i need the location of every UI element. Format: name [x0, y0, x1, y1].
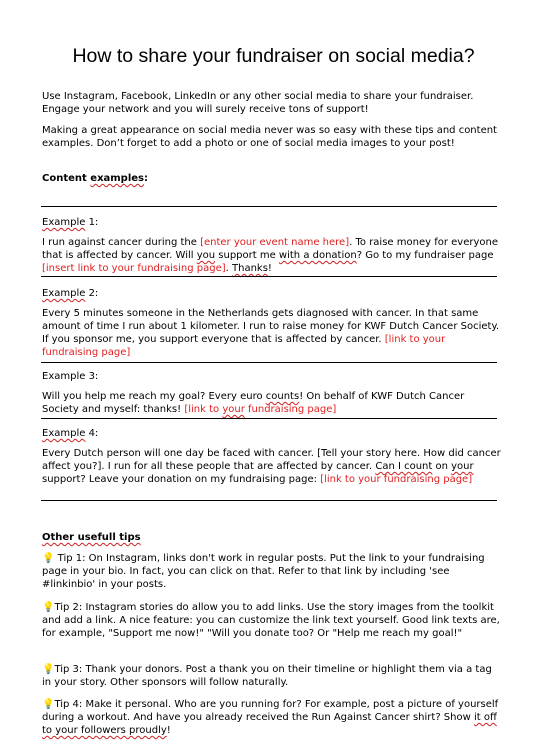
link-placeholder: [insert link to your fundraising page] — [42, 263, 226, 274]
tips-heading — [42, 531, 502, 544]
tip-text: Tip 4: Make it personal. Who are you running for? For example, post a picture of yourself during a workout. And have you already received the Run Against Cancer shirt? Show — [42, 699, 499, 723]
example-4-label — [42, 427, 502, 440]
tip-2 — [42, 601, 502, 640]
table-border — [41, 206, 497, 207]
tip-1 — [42, 552, 502, 591]
heading-colon: : — [144, 173, 149, 184]
text-run: Will you help me reach my goal? Every euro — [42, 391, 266, 402]
example-4-text — [42, 447, 502, 486]
event-name-placeholder: [enter your event name here] — [200, 237, 350, 248]
example-1-text — [42, 236, 502, 275]
example-2-text — [42, 307, 502, 359]
table-border — [41, 500, 497, 501]
link-placeholder: [link to — [184, 404, 223, 415]
text-run: ! — [267, 263, 272, 274]
table-border — [41, 418, 497, 419]
example-word: Example — [42, 217, 86, 228]
tips-heading-text: Other usefull tips — [42, 532, 141, 543]
heading-text-flagged: examples — [90, 173, 145, 184]
flagged-text: it off to your followers proudly — [42, 712, 497, 736]
flagged-text: Thanks — [232, 263, 268, 274]
example-number: 4: — [85, 428, 99, 439]
tip-4 — [42, 698, 502, 737]
text-run: ! On behalf of KWF Dutch Cancer Society and myself: thanks! — [42, 391, 465, 415]
text-run: support me — [215, 250, 279, 261]
link-placeholder: [link to your fundraising page] — [320, 474, 473, 485]
link-placeholder: fundraising page] — [244, 404, 337, 415]
text-run: on — [432, 461, 452, 472]
text-run: support? Leave your donation on my fundraising page: — [42, 474, 321, 485]
table-border — [41, 276, 497, 277]
example-1-label — [42, 216, 502, 229]
example-number: 2: — [85, 288, 99, 299]
page-title: How to share your fundraiser on social media? — [72, 45, 475, 67]
tip-text: Tip 1: On Instagram, links don't work in regular posts. Put the link to your fundraising page in your bio. In fact, you can click on that. Refer to that link by including 'see #linkinbio' in your posts. — [42, 553, 485, 590]
lightbulb-icon: 💡 — [42, 602, 55, 613]
content-examples-heading — [42, 172, 502, 185]
flagged-text: counts — [265, 391, 300, 402]
flagged-text: you — [196, 250, 216, 261]
text-run: Every Dutch person will one day be faced with cancer. [Tell your story here. How did cancer affect you?]. I run for all these people that are affected by cancer. — [42, 448, 501, 472]
example-3-text — [42, 390, 502, 416]
tip-text: Tip 2: Instagram stories do allow you to add links. Use the story images from the toolkit and add a link. A nice feature: you can customize the link text yourself. Good link texts are, for example, "Support me now!" "Will you donate too? Or "Help me reach my goal!" — [42, 602, 500, 639]
table-border — [41, 362, 497, 363]
lightbulb-icon: 💡 — [42, 699, 55, 710]
text-run: ? Go to my fundraiser page — [356, 250, 494, 261]
tip-text: Tip 3: Thank your donors. Post a thank you on their timeline or highlight them via a tag in your story. Other sponsors will follow naturally. — [42, 664, 492, 688]
tip-text: ! — [166, 725, 171, 736]
text-run: . — [225, 263, 232, 274]
flagged-text: your — [451, 461, 474, 472]
intro-paragraph-1: Use Instagram, Facebook, LinkedIn or any other social media to share your fundraiser. Engage your network and you will surely receive tons of support! — [42, 91, 474, 115]
heading-text: Content — [42, 173, 91, 184]
flagged-text: Can I count — [375, 461, 433, 472]
example-2-label — [42, 287, 502, 300]
tip-3 — [42, 663, 502, 689]
example-number: 1: — [85, 217, 99, 228]
text-run: I run against cancer during the — [42, 237, 201, 248]
text-run: . To raise money for everyone that is affected by cancer. Will — [42, 237, 498, 261]
flagged-text: with a donation — [278, 250, 357, 261]
link-placeholder: [link to your fundraising page] — [42, 334, 446, 358]
intro-paragraph-2: Making a great appearance on social media never was so easy with these tips and content examples. Don’t forget to add a photo or one of social media images to your post! — [42, 125, 497, 149]
lightbulb-icon: 💡 — [42, 664, 55, 675]
example-word: Example — [42, 428, 86, 439]
example-word: Example — [42, 288, 86, 299]
text-run: Every 5 minutes someone in the Netherlands gets diagnosed with cancer. In that same amount of time I run about 1 kilometer. I run to raise money for KWF Dutch Cancer Society. If you sponsor me, you support everyone that is affected by cancer. — [42, 308, 500, 345]
lightbulb-icon: 💡 — [42, 553, 55, 564]
link-placeholder: your — [222, 404, 245, 415]
example-3-label: Example 3: — [42, 371, 99, 382]
